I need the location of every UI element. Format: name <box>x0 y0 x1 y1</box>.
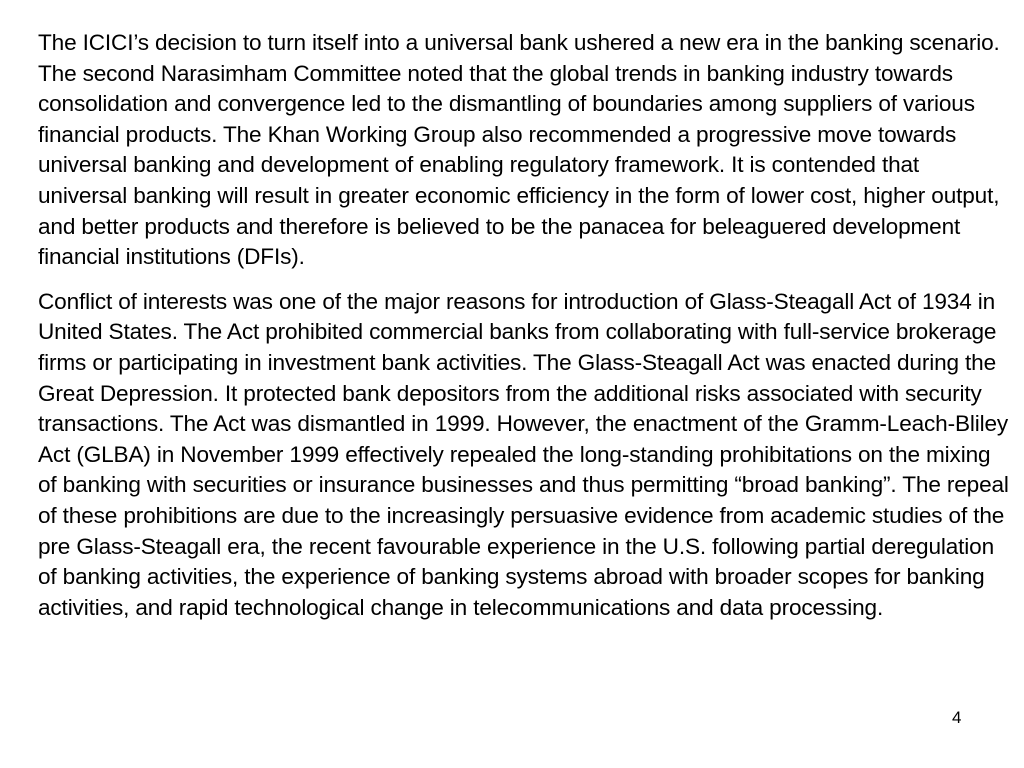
paragraph-glass-steagall: Conflict of interests was one of the major reasons for introduction of Glass-Steagall Act of 1934 in United States. The Act prohibited commercial banks from collaborating with full-service brokerage firms or participating in investment bank activities. The Glass-Steagall Act was enacted during the Great Depression. It protected bank depositors from the additional risks associated with security transactions. The Act was dismantled in 1999. However, the enactment of the Gramm-Leach-Bliley Act (GLBA) in November 1999 effectively repealed the long-standing prohibitations on the mixing of banking with securities or insurance businesses and thus permitting “broad banking”. The repeal of these prohibitions are due to the increasingly persuasive evidence from academic studies of the pre Glass-Steagall era, the recent favourable experience in the U.S. following partial deregulation of banking activities, the experience of banking systems abroad with broader scopes for banking activities, and rapid technological change in telecommunications and data processing. <box>38 288 1009 620</box>
page-number: 4 <box>952 708 962 727</box>
body-text <box>38 28 1010 623</box>
paragraph-universal-banking: The ICICI’s decision to turn itself into a universal bank ushered a new era in the banking scenario. The second Narasimham Committee noted that the global trends in banking industry towards consolidation and convergence led to the dismantling of boundaries among suppliers of various financial products. The Khan Working Group also recommended a progressive move towards universal banking and development of enabling regulatory framework. It is contended that universal banking will result in greater economic efficiency in the form of lower cost, higher output, and better products and therefore is believed to be the panacea for beleaguered development financial institutions (DFIs). <box>38 30 1000 270</box>
